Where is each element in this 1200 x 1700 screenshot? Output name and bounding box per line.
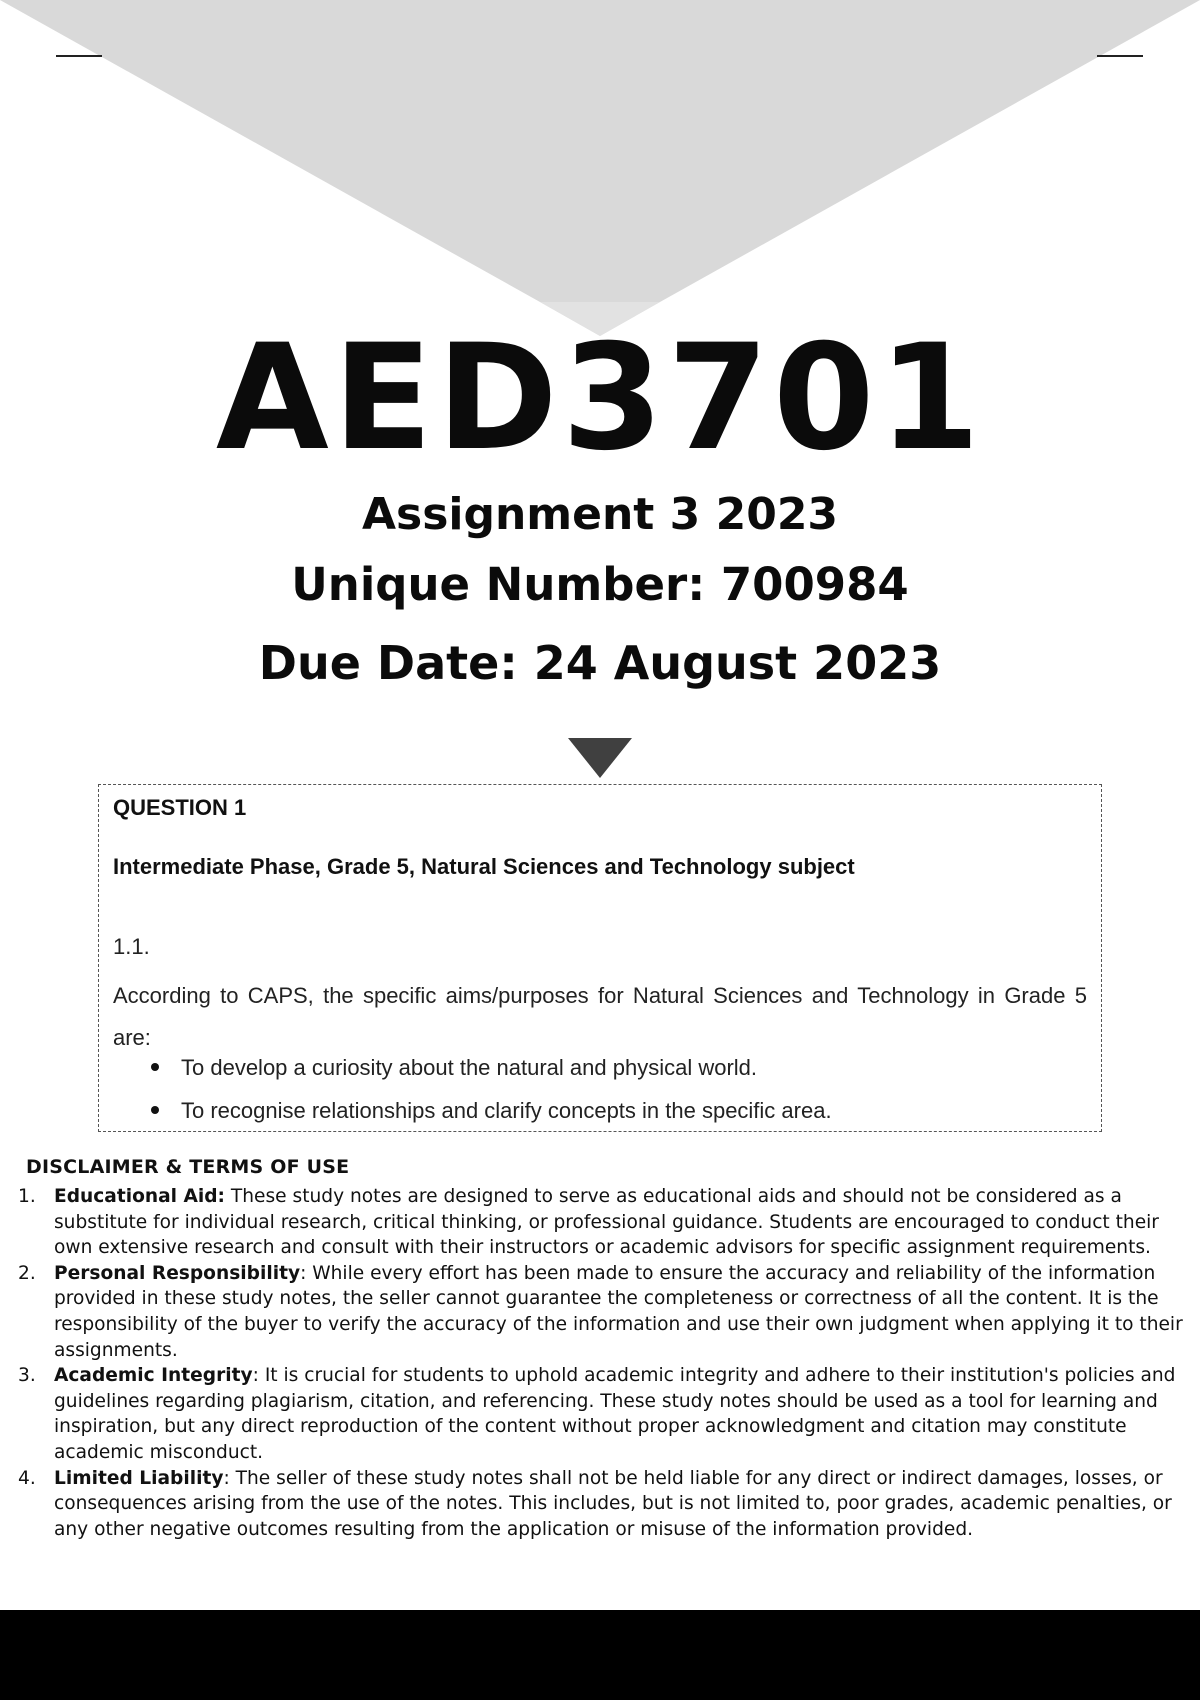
disclaimer-item-number: 4. — [18, 1467, 36, 1489]
bottom-bar — [0, 1610, 1200, 1700]
assignment-title: Assignment 3 2023 — [361, 489, 839, 540]
disclaimer-list — [0, 1184, 1200, 1542]
down-arrow-icon — [568, 738, 632, 778]
bullet-text: To develop a curiosity about the natural and physical world. — [181, 1055, 758, 1080]
chevron-banner — [0, 0, 1200, 340]
disclaimer-item-heading: Limited Liability — [54, 1467, 224, 1489]
disclaimer-item — [0, 1261, 1200, 1363]
disclaimer-item-text: : While every effort has been made to ensure the accuracy and reliability of the information provided in these study notes, the seller cannot guarantee the completeness or correctness of all the content. It is the responsibility of the buyer to verify the accuracy of the information and use their own judgment when applying it to their assignments. — [54, 1262, 1183, 1361]
disclaimer-item — [0, 1466, 1200, 1543]
question-preview-box — [98, 784, 1102, 1132]
corner-rule-right — [1097, 55, 1143, 57]
question-subtitle: Intermediate Phase, Grade 5, Natural Sciences and Technology subject — [113, 854, 855, 879]
disclaimer-item-text: : The seller of these study notes shall not be held liable for any direct or indirect damages, losses, or consequences arising from the use of the notes. This includes, but is not limited to, poor grades, academic penalties, or any other negative outcomes resulting from the application or misuse of the information provided. — [54, 1467, 1172, 1540]
question-title: QUESTION 1 — [113, 795, 247, 820]
disclaimer-item — [0, 1184, 1200, 1261]
course-code-title: AED3701 — [215, 313, 985, 483]
question-number: 1.1. — [113, 934, 150, 959]
disclaimer-item-text: : It is crucial for students to uphold academic integrity and adhere to their institution's policies and guidelines regarding plagiarism, citation, and referencing. These study notes should be used as a tool for learning and inspiration, but any direct reproduction of the content without proper acknowledgment and citation may constitute academic misconduct. — [54, 1365, 1176, 1463]
unique-number: Unique Number: 700984 — [291, 558, 909, 611]
bullet-dot-icon — [151, 1106, 159, 1114]
disclaimer-item-heading: Educational Aid: — [54, 1186, 225, 1207]
disclaimer-item-number: 2. — [18, 1262, 36, 1284]
disclaimer-item — [0, 1363, 1200, 1465]
disclaimer-item-heading: Academic Integrity — [54, 1365, 253, 1387]
disclaimer-item-number: 1. — [18, 1186, 36, 1207]
corner-rule-left — [56, 55, 102, 57]
question-bullet — [151, 1055, 757, 1081]
disclaimer-item-number: 3. — [18, 1365, 36, 1387]
banner-chevron-shape — [0, 0, 1200, 336]
disclaimer-item-heading: Personal Responsibility — [54, 1262, 301, 1284]
bullet-dot-icon — [151, 1063, 159, 1071]
disclaimer-item-text: These study notes are designed to serve as educational aids and should not be considered as a substitute for individual research, critical thinking, or professional guidance. Students are encouraged to conduct their own extensive research and consult with their instructors or academic advisors for specific assignment requirements. — [54, 1186, 1159, 1259]
due-date: Due Date: 24 August 2023 — [258, 636, 942, 690]
question-bullet — [151, 1098, 832, 1124]
disclaimer-title: DISCLAIMER & TERMS OF USE — [26, 1156, 350, 1178]
bullet-text: To recognise relationships and clarify concepts in the specific area. — [181, 1098, 832, 1123]
question-paragraph: According to CAPS, the specific aims/purposes for Natural Sciences and Technology in Grade 5 are: — [113, 983, 1087, 1050]
